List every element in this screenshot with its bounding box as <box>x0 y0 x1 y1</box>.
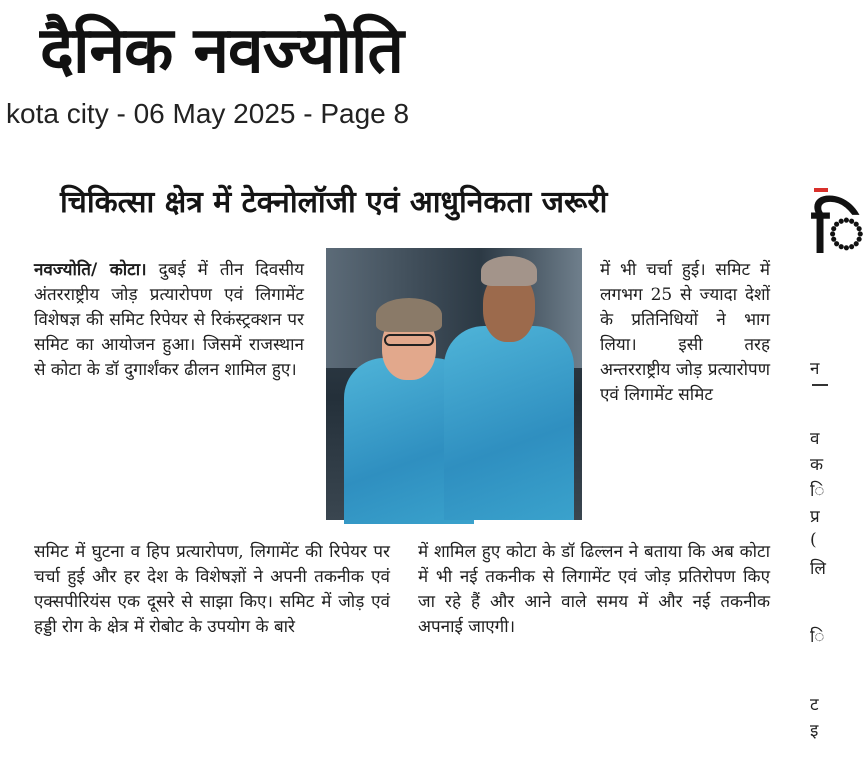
article-column-1-bottom <box>34 540 390 640</box>
adjacent-article-strip <box>806 180 865 773</box>
article-text: में भी चर्चा हुई। समिट में लगभग 25 से ज्यादा देशों के प्रतिनिधियों ने भाग लिया। इसी तरह अन्तरराष्ट्रीय जोड़ प्रत्यारोपण एवं लिगामेंट समिट <box>600 260 770 405</box>
adjacent-text-fragment: ि <box>810 481 825 501</box>
article-column-2-top <box>600 258 770 408</box>
article-text: दुबई में तीन दिवसीय अंतरराष्ट्रीय जोड़ प्रत्यारोपण एवं लिगामेंट विशेषज्ञ की समिट रिपेयर से रिकंस्ट्रक्शन पर समिट का आयोजन हुआ। जिसमें राजस्थान से कोटा के डॉ दुगार्शंकर ढीलन शामिल हुए। <box>34 260 305 380</box>
edition-line: kota city - 06 May 2025 - Page 8 <box>6 98 410 129</box>
article-text: में शामिल हुए कोटा के डॉ ढिल्लन ने बताया कि अब कोटा में भी नई तकनीक से लिगामेंट एवं जोड़ प्रतिरोपण किए जा रहे हैं और आने वाले समय में और नई तकनीक अपनाई जाएगी। <box>418 542 770 637</box>
article-column-1-top <box>34 258 304 383</box>
adjacent-text-fragment: इ <box>810 721 819 741</box>
article-column-2-bottom <box>418 540 770 640</box>
article-text: समिट में घुटना व हिप प्रत्यारोपण, लिगामेंट की रिपेयर पर चर्चा हुई और हर देश के विशेषज्ञों ने अपनी तकनीक एवं एक्सपीरियंस एक दूसरे से साझा किए। समिट में जोड़ एवं हड्डी रोग के क्षेत्र में रोबोट के उपयोग के बारे <box>34 542 390 637</box>
red-rule <box>814 188 828 192</box>
article-byline: नवज्योति/ कोटा। <box>34 260 147 280</box>
adjacent-heading-fragment: ि <box>812 194 865 267</box>
adjacent-rule <box>812 384 828 386</box>
adjacent-text-fragment: व <box>810 429 820 449</box>
adjacent-text-fragment: ट <box>810 695 819 715</box>
adjacent-text-fragment: क <box>810 455 824 475</box>
adjacent-text-fragment: लि <box>810 559 826 579</box>
adjacent-text-fragment: न <box>810 359 820 379</box>
adjacent-text-fragment: प्र <box>810 507 820 527</box>
newspaper-masthead: दैनिक नवज्योति <box>40 14 403 88</box>
photo-person-right <box>444 250 574 520</box>
adjacent-text-fragment: ( <box>810 530 817 550</box>
article-headline: चिकित्सा क्षेत्र में टेक्नोलॉजी एवं आधुनिकता जरूरी <box>60 185 608 220</box>
adjacent-text-fragment: ि <box>810 627 825 647</box>
article-photo <box>326 248 582 520</box>
